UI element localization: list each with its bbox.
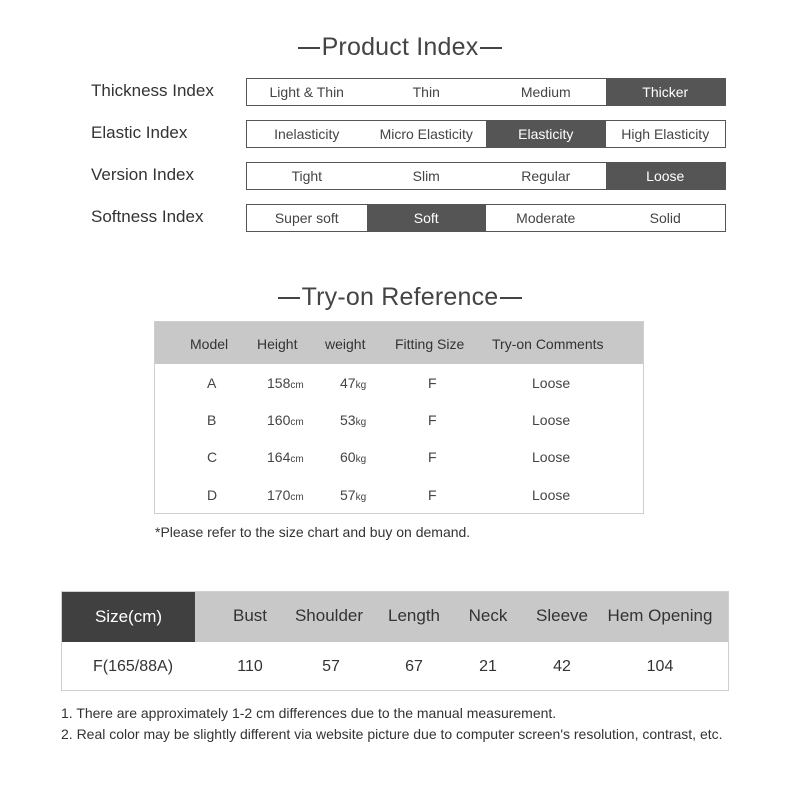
cell-bust: 110 — [237, 658, 263, 675]
value: 164 — [267, 449, 291, 465]
cell-shoulder: 57 — [322, 658, 340, 675]
cell-fitting-size — [428, 487, 437, 503]
value: 160 — [267, 412, 291, 428]
index-option: Inelasticity — [274, 126, 340, 142]
value: A — [207, 375, 217, 391]
title-dash-left — [298, 47, 320, 49]
cell-size: F(165/88A) — [92, 658, 174, 675]
value: D — [207, 487, 218, 503]
value: F — [428, 487, 437, 503]
header-tryon-comments: Try-on Comments — [492, 336, 604, 352]
unit-label: cm — [290, 417, 304, 428]
value: Loose — [532, 375, 571, 391]
index-scale-softness — [246, 204, 726, 232]
index-option: Regular — [521, 168, 571, 184]
unit-label: cm — [290, 454, 304, 465]
unit-label: cm — [290, 380, 304, 391]
value: Loose — [532, 412, 571, 428]
index-option-selected: Soft — [367, 205, 487, 231]
value: 170 — [267, 487, 291, 503]
cell-comment — [532, 487, 570, 503]
index-scale-version — [246, 162, 726, 190]
title-dash-left — [278, 297, 300, 299]
index-label-softness: Softness Index — [91, 207, 204, 226]
index-scale-thickness — [246, 78, 726, 106]
header-sleeve: Sleeve — [536, 606, 588, 625]
table-row — [155, 375, 643, 412]
index-scale-elastic — [246, 120, 726, 148]
index-option: Micro Elasticity — [379, 126, 473, 142]
index-label-thickness: Thickness Index — [91, 81, 214, 100]
index-option: Slim — [412, 168, 440, 184]
cell-weight — [340, 375, 366, 391]
value: F — [428, 375, 437, 391]
unit-label: kg — [355, 492, 367, 503]
cell-fitting-size — [428, 375, 437, 391]
value: Loose — [532, 449, 571, 465]
unit-label: cm — [290, 492, 304, 503]
size-table — [61, 591, 729, 691]
header-model: Model — [190, 336, 229, 352]
tryon-reference-title: Try-on Reference — [0, 283, 800, 312]
unit-label: kg — [355, 454, 367, 465]
value: 57 — [340, 487, 356, 503]
index-row-version — [0, 162, 800, 190]
index-option: Medium — [520, 84, 571, 100]
index-label-elastic: Elastic Index — [91, 123, 188, 142]
table-row — [155, 487, 643, 524]
cell-hem-opening: 104 — [646, 658, 674, 675]
value: 47 — [340, 375, 356, 391]
header-neck: Neck — [468, 606, 508, 625]
index-option: Solid — [649, 210, 681, 226]
header-height: Height — [257, 336, 298, 352]
value: F — [428, 449, 437, 465]
title-dash-right — [500, 297, 522, 299]
cell-length: 67 — [405, 658, 423, 675]
table-row — [155, 449, 643, 486]
product-index-title: Product Index — [0, 33, 800, 62]
tryon-table-header — [155, 322, 643, 364]
cell-height — [267, 449, 304, 465]
index-option: Light & Thin — [269, 84, 344, 100]
size-chart-note: *Please refer to the size chart and buy on demand. — [155, 524, 471, 540]
index-label-version: Version Index — [91, 165, 195, 184]
cell-model — [207, 375, 216, 391]
cell-comment — [532, 412, 570, 428]
header-length: Length — [388, 606, 440, 625]
cell-fitting-size — [428, 449, 437, 465]
footnote-2: 2. Real color may be slightly different via website picture due to computer screen's resolution, contrast, etc. — [61, 726, 723, 742]
tryon-table — [154, 321, 644, 514]
index-row-elastic — [0, 120, 800, 148]
index-option: Tight — [291, 168, 323, 184]
header-weight: weight — [325, 336, 366, 352]
unit-label: kg — [355, 380, 367, 391]
size-table-header — [62, 592, 728, 642]
cell-height — [267, 487, 304, 503]
cell-comment — [532, 449, 570, 465]
cell-height — [267, 412, 304, 428]
header-bust: Bust — [232, 606, 268, 625]
header-size-cm: Size(cm) — [62, 592, 195, 642]
cell-model — [207, 449, 217, 465]
header-hem-opening: Hem Opening — [607, 606, 713, 625]
cell-model — [207, 487, 217, 503]
index-option-selected: Elasticity — [486, 121, 606, 147]
header-fitting-size: Fitting Size — [395, 336, 465, 352]
index-option-selected: Loose — [606, 163, 726, 189]
value: 53 — [340, 412, 356, 428]
index-option: Moderate — [516, 210, 576, 226]
cell-fitting-size — [428, 412, 437, 428]
value: C — [207, 449, 218, 465]
index-option-selected: Thicker — [606, 79, 726, 105]
value: 60 — [340, 449, 356, 465]
value: Loose — [532, 487, 571, 503]
cell-sleeve: 42 — [553, 658, 571, 675]
cell-neck: 21 — [479, 658, 497, 675]
value: F — [428, 412, 437, 428]
value: B — [207, 412, 217, 428]
value: 158 — [267, 375, 291, 391]
index-option: Super soft — [274, 210, 339, 226]
cell-model — [207, 412, 216, 428]
index-row-softness — [0, 204, 800, 232]
cell-height — [267, 375, 304, 391]
footnote-1: 1. There are approximately 1-2 cm differences due to the manual measurement. — [61, 705, 557, 721]
unit-label: kg — [355, 417, 367, 428]
index-option: Thin — [412, 84, 440, 100]
index-row-thickness — [0, 78, 800, 106]
cell-weight — [340, 449, 366, 465]
title-dash-right — [480, 47, 502, 49]
cell-comment — [532, 375, 570, 391]
cell-weight — [340, 412, 366, 428]
cell-weight — [340, 487, 366, 503]
index-option: High Elasticity — [621, 126, 710, 142]
header-shoulder: Shoulder — [294, 606, 364, 625]
table-row — [155, 412, 643, 449]
